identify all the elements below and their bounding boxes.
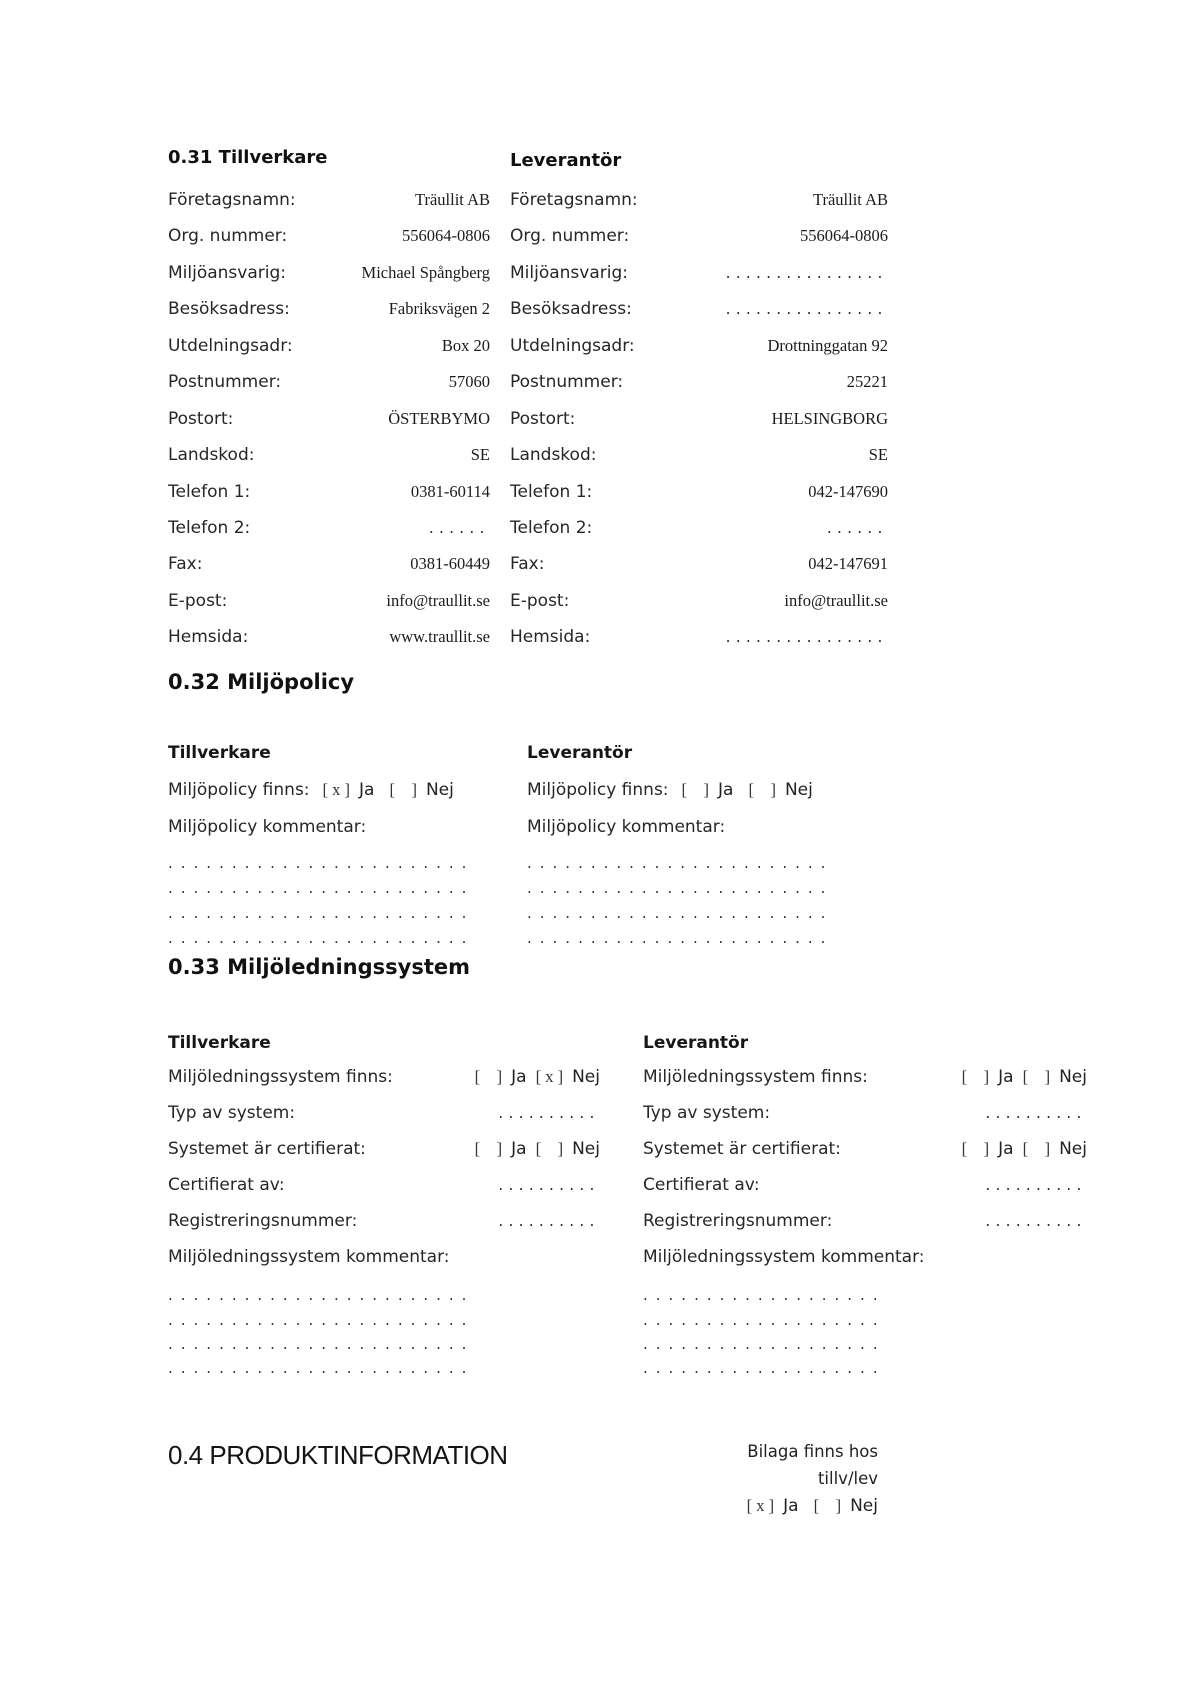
field-label: Utdelningsadr: [168, 335, 293, 356]
field-label: Företagsnamn: [510, 190, 638, 210]
supplier-header: Leverantör [527, 743, 633, 763]
checkbox-ja: [ ] [474, 1139, 503, 1158]
field-value: www.traullit.se [389, 627, 490, 647]
form-row [510, 226, 888, 262]
supplier-header: Leverantör [643, 1033, 749, 1053]
section-04-title: 0.4 PRODUKTINFORMATION [168, 1440, 508, 1470]
certifierat-av-row [168, 1175, 600, 1195]
checkbox-ja: [ ] [681, 780, 710, 799]
field-label: Systemet är certifierat: [643, 1139, 841, 1159]
form-row [510, 299, 888, 335]
field-value: 57060 [448, 372, 490, 392]
field-value: .......... [498, 1175, 600, 1194]
manufacturer-header: Tillverkare [168, 743, 271, 763]
field-label: Miljöledningssystem finns: [643, 1067, 868, 1087]
field-label: Miljöansvarig: [510, 262, 628, 283]
field-label: Certifierat av: [168, 1175, 285, 1195]
field-value: 042-147690 [808, 481, 888, 501]
dotted-line: ................... [643, 1286, 886, 1304]
dotted-line: ................... [643, 1311, 886, 1329]
dotted-line: ................... [643, 1359, 886, 1377]
form-row [168, 591, 490, 627]
field-value: ................ [726, 262, 888, 282]
kommentar-label: Miljöpolicy kommentar: [527, 817, 726, 837]
field-label: Certifierat av: [643, 1175, 760, 1195]
field-label: Miljöpolicy finns: [168, 780, 310, 800]
field-label: Typ av system: [643, 1103, 771, 1123]
field-label: Typ av system: [168, 1103, 296, 1123]
bilaga-line-2: tillv/lev [817, 1469, 878, 1488]
section-033-title: 0.33 Miljöledningssystem [168, 955, 470, 979]
field-label: Postort: [510, 408, 576, 429]
field-label: Registreringsnummer: [643, 1211, 833, 1231]
checkbox-ja-label: Ja [359, 780, 375, 800]
field-value: SE [470, 445, 490, 465]
dotted-line: ........................ [527, 854, 834, 872]
field-value: .......... [985, 1103, 1087, 1122]
certifierat-av-row [643, 1175, 1087, 1195]
field-value: info@traullit.se [784, 590, 888, 610]
dotted-line: ........................ [168, 929, 475, 947]
dotted-line: ........................ [527, 904, 834, 922]
certifierat-row [168, 1139, 600, 1159]
checkbox-ja-label: Ja [511, 1067, 527, 1087]
checkbox-nej: [ ] [813, 1496, 842, 1515]
checkbox-nej: [ ] [1022, 1139, 1051, 1158]
checkbox-nej-label: Nej [572, 1067, 600, 1087]
form-row [168, 518, 490, 554]
kommentar-label: Miljöledningssystem kommentar: [643, 1247, 925, 1267]
field-label: Telefon 2: [168, 517, 251, 538]
registreringsnummer-row [168, 1211, 600, 1231]
checkbox-ja-label: Ja [783, 1496, 799, 1516]
dotted-line: ........................ [168, 1359, 475, 1377]
dotted-line: ........................ [168, 904, 475, 922]
field-value: 0381-60449 [410, 554, 490, 574]
checkbox-nej: [ ] [535, 1139, 564, 1158]
field-value: .......... [498, 1103, 600, 1122]
field-value: 25221 [846, 372, 888, 392]
checkbox-nej: [ ] [389, 780, 417, 799]
checkbox-nej-label: Nej [1059, 1067, 1087, 1087]
registreringsnummer-row [643, 1211, 1087, 1231]
form-row [168, 554, 490, 590]
certifierat-row [643, 1139, 1087, 1159]
field-label: Besöksadress: [510, 299, 632, 320]
form-row [510, 445, 888, 481]
field-value: ...... [429, 517, 490, 537]
field-label: Systemet är certifierat: [168, 1139, 366, 1159]
checkbox-nej: [ x ] [535, 1067, 564, 1086]
miljopolicy-finns-row [527, 780, 813, 800]
section-032-title: 0.32 Miljöpolicy [168, 670, 355, 694]
form-row [168, 336, 490, 372]
form-row [168, 409, 490, 445]
checkbox-group [475, 1139, 600, 1159]
field-label: Org. nummer: [510, 226, 630, 247]
field-label: Miljöpolicy finns: [527, 780, 669, 800]
field-label: E-post: [510, 590, 570, 611]
field-label: Postort: [168, 408, 234, 429]
kommentar-row [168, 1247, 600, 1267]
kommentar-label: Miljöledningssystem kommentar: [168, 1247, 450, 1267]
form-row [510, 591, 888, 627]
checkbox-nej-label: Nej [784, 780, 813, 800]
field-label: Telefon 1: [168, 481, 251, 502]
form-row [168, 482, 490, 518]
field-label: Hemsida: [168, 627, 249, 648]
dotted-line: ........................ [527, 929, 834, 947]
dotted-line: ........................ [168, 1311, 475, 1329]
field-label: Postnummer: [168, 372, 282, 393]
field-value: HELSINGBORG [771, 408, 888, 428]
form-row [168, 627, 490, 663]
form-row [510, 372, 888, 408]
section-031-supplier-title: Leverantör [510, 150, 622, 171]
dotted-line: ........................ [168, 879, 475, 897]
bilaga-line-1: Bilaga finns hos [747, 1442, 878, 1461]
dotted-line: ........................ [168, 1335, 475, 1353]
form-row [510, 336, 888, 372]
field-value: 556064-0806 [402, 226, 490, 246]
checkbox-nej-label: Nej [1059, 1139, 1087, 1159]
section-031-title: 0.31 Tillverkare [168, 147, 328, 168]
form-row [510, 518, 888, 554]
checkbox-ja: [ x ] [322, 780, 351, 799]
field-label: Landskod: [168, 445, 255, 466]
checkbox-nej: [ ] [1022, 1067, 1051, 1086]
field-label: Besöksadress: [168, 299, 290, 320]
field-value: .......... [498, 1211, 600, 1230]
field-value: ................ [726, 299, 888, 319]
field-value: ...... [827, 517, 888, 537]
manufacturer-header: Tillverkare [168, 1033, 271, 1053]
form-row [510, 554, 888, 590]
form-row [168, 299, 490, 335]
dotted-line: ........................ [527, 879, 834, 897]
form-row [168, 372, 490, 408]
field-value: .......... [985, 1175, 1087, 1194]
bilaga-block [600, 1438, 878, 1520]
form-row [510, 627, 888, 663]
checkbox-ja: [ ] [961, 1067, 990, 1086]
checkbox-group [962, 1067, 1087, 1087]
field-label: Telefon 1: [510, 481, 593, 502]
bilaga-checkbox-row [600, 1492, 878, 1520]
form-row [168, 190, 490, 226]
checkbox-ja: [ ] [474, 1067, 503, 1086]
field-label: Telefon 2: [510, 517, 593, 538]
typ-av-system-row [643, 1103, 1087, 1123]
field-value: .......... [985, 1211, 1087, 1230]
field-value: Michael Spångberg [361, 262, 490, 282]
form-row [510, 190, 888, 226]
checkbox-ja: [ x ] [746, 1496, 775, 1515]
form-row [510, 263, 888, 299]
dotted-line: ........................ [168, 854, 475, 872]
field-label: Registreringsnummer: [168, 1211, 358, 1231]
field-label: Miljöledningssystem finns: [168, 1067, 393, 1087]
checkbox-nej-label: Nej [425, 780, 454, 800]
typ-av-system-row [168, 1103, 600, 1123]
miljopolicy-finns-row [168, 780, 454, 800]
field-value: ÖSTERBYMO [388, 408, 490, 428]
form-row [168, 263, 490, 299]
field-label: Fax: [510, 554, 545, 575]
kommentar-label: Miljöpolicy kommentar: [168, 817, 367, 837]
field-label: Postnummer: [510, 372, 624, 393]
field-value: 556064-0806 [800, 226, 888, 246]
manufacturer-column [168, 190, 490, 664]
checkbox-group [962, 1139, 1087, 1159]
field-label: Fax: [168, 554, 203, 575]
form-row [168, 226, 490, 262]
field-label: E-post: [168, 590, 228, 611]
form-row [510, 482, 888, 518]
checkbox-nej: [ ] [748, 780, 776, 799]
field-value: info@traullit.se [386, 590, 490, 610]
checkbox-ja-label: Ja [718, 780, 734, 800]
checkbox-ja-label: Ja [511, 1139, 527, 1159]
field-value: SE [868, 445, 888, 465]
field-label: Landskod: [510, 445, 597, 466]
field-value: 0381-60114 [410, 481, 490, 501]
checkbox-ja-label: Ja [998, 1067, 1014, 1087]
checkbox-group [475, 1067, 600, 1087]
field-label: Org. nummer: [168, 226, 288, 247]
system-finns-row [168, 1067, 600, 1087]
form-row [168, 445, 490, 481]
field-label: Företagsnamn: [168, 190, 296, 210]
field-value: Fabriksvägen 2 [388, 299, 490, 319]
field-value: Träullit AB [812, 190, 888, 209]
supplier-column [510, 190, 888, 664]
field-value: ................ [726, 627, 888, 647]
form-row [510, 409, 888, 445]
kommentar-row [643, 1247, 1087, 1267]
field-label: Miljöansvarig: [168, 262, 286, 283]
checkbox-ja-label: Ja [998, 1139, 1014, 1159]
checkbox-nej-label: Nej [572, 1139, 600, 1159]
checkbox-ja: [ ] [961, 1139, 990, 1158]
field-value: 042-147691 [808, 554, 888, 574]
dotted-line: ........................ [168, 1286, 475, 1304]
system-finns-row [643, 1067, 1087, 1087]
field-label: Hemsida: [510, 627, 591, 648]
field-value: Box 20 [441, 335, 490, 355]
field-value: Drottninggatan 92 [767, 335, 888, 355]
field-label: Utdelningsadr: [510, 335, 635, 356]
dotted-line: ................... [643, 1335, 886, 1353]
checkbox-nej-label: Nej [850, 1496, 878, 1516]
field-value: Träullit AB [414, 190, 490, 209]
